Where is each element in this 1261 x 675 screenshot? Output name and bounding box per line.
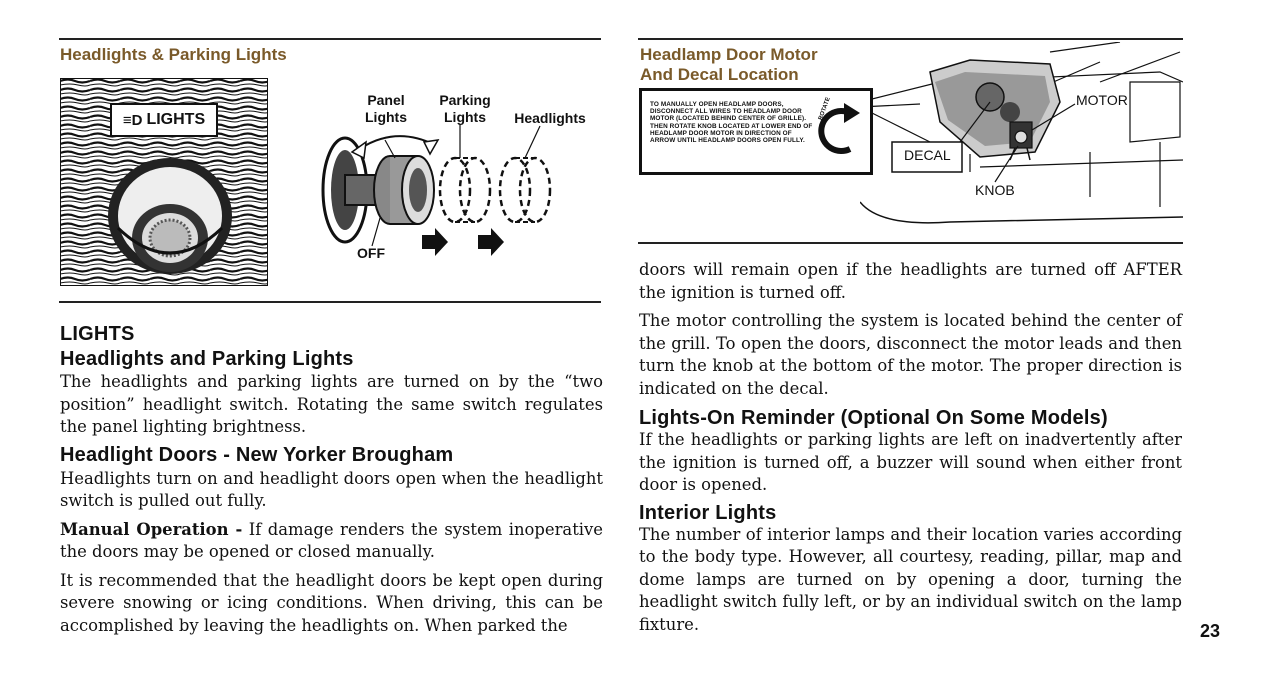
section-heading-lights: LIGHTS	[60, 323, 135, 345]
top-rule-right	[638, 38, 1183, 40]
parking-lights-label: Parking Lights	[439, 92, 491, 125]
para-doors-open: Headlights turn on and headlight doors open when the headlight switch is pulled out fully.	[60, 468, 603, 510]
para-manual-operation	[60, 519, 603, 564]
para-buzzer: If the headlights or parking lights are left on inadvertently after the ignition is turned off, a buzzer will sound when either front door is opened.	[639, 430, 1182, 494]
right-paragraphs-top	[639, 259, 1182, 400]
headlight-switch-illustration	[60, 78, 268, 286]
motor-label: MOTOR	[1076, 92, 1128, 108]
interior-lights-text	[639, 524, 1182, 637]
figure-bottom-rule-right	[638, 242, 1183, 244]
para-motor-location: The motor controlling the system is located behind the center of the grill. To open the doors, disconnect the motor leads and then turn the knob at the bottom of the motor. The proper direction is indicated on the decal.	[639, 311, 1182, 398]
knob-label: KNOB	[975, 182, 1015, 198]
subheading-headlights-parking: Headlights and Parking Lights	[60, 348, 354, 370]
subheading-lights-on-reminder: Lights-On Reminder (Optional On Some Models)	[639, 407, 1108, 429]
figure-title-headlights: Headlights & Parking Lights	[60, 45, 287, 64]
off-label: OFF	[357, 245, 385, 261]
subheading-interior-lights: Interior Lights	[639, 501, 777, 524]
knob-positions-diagram	[300, 90, 600, 280]
para-doors-remain-open: doors will remain open if the headlights are turned off AFTER the ignition is turned off.	[639, 260, 1182, 302]
car-front-drawing	[860, 42, 1183, 237]
para-interior-lamps: The number of interior lamps and their location varies according to the body type. However, all courtesy, reading, pillar, map and dome lamps are turned on by opening a door, turning the headlight switch fully left, or by an individual switch on the lamp fixture.	[639, 524, 1182, 634]
headlights-label: Headlights	[514, 110, 586, 126]
top-rule-left	[59, 38, 601, 40]
right-text-column	[639, 259, 1182, 642]
lights-on-reminder-text	[639, 429, 1182, 497]
figure-title-motor-line2: And Decal Location	[640, 65, 799, 84]
lights-switch-badge	[110, 103, 218, 137]
panel-lights-label: Panel Lights	[365, 92, 407, 125]
subheading-headlight-doors: Headlight Doors - New Yorker Brougham	[60, 443, 454, 466]
car-front-illustration	[860, 42, 1183, 237]
para-keep-open-recommendation: It is recommended that the headlight doors be kept open during severe snowing or icing conditions. When driving, this can be accomplished by leaving the headlights on. When parked the	[60, 570, 603, 635]
decal-label: DECAL	[904, 147, 951, 163]
lights-badge-text: LIGHTS	[146, 111, 206, 128]
decal-instruction-box	[639, 88, 873, 175]
left-text-column	[60, 322, 603, 643]
figure-title-motor-line1: Headlamp Door Motor	[640, 45, 818, 64]
headlight-symbol-icon: ≡D	[122, 111, 143, 129]
page-number: 23	[1200, 621, 1221, 641]
paragraph-switch-operation	[60, 371, 603, 439]
rotate-text: ROTATE	[818, 96, 832, 122]
manual-operation-lead: Manual Operation -	[60, 519, 243, 539]
manual-operation-text: If damage renders the system inoperative the doors may be opened or closed manually.	[60, 519, 603, 561]
para-two-position-switch: The headlights and parking lights are turned on by the “two position” headlight switch. Rotating the same switch regulates the panel lighting brightness.	[60, 372, 603, 436]
headlight-doors-text	[60, 468, 603, 638]
figure-bottom-rule-left	[59, 301, 601, 303]
decal-instruction-text: TO MANUALLY OPEN HEADLAMP DOORS, DISCONNECT ALL WIRES TO HEADLAMP DOOR MOTOR (LOCATED BEHIND CENTER OF GRILLE). THEN ROTATE KNOB LOCATED AT LOWER END OF HEADLAMP DOOR MOTOR IN DIRECTION OF ARROW UNTIL HEADLAMP DOORS OPEN FULLY.	[650, 101, 813, 145]
